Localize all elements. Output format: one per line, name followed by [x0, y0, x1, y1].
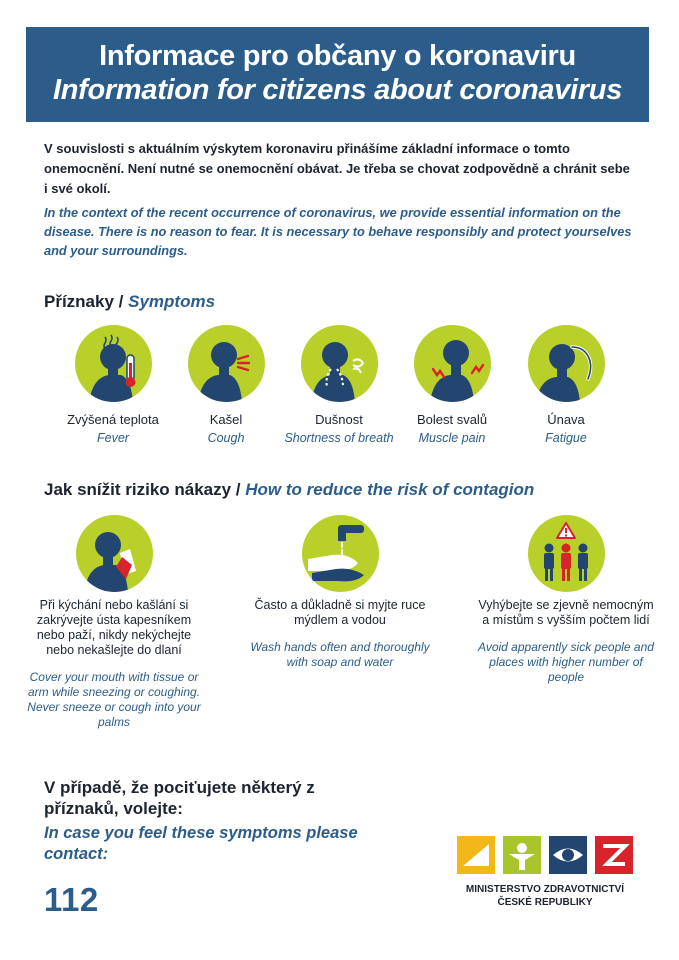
contact-block: [44, 777, 384, 919]
symptom-label-en: Shortness of breath: [284, 431, 394, 445]
symptoms-heading: [44, 292, 215, 312]
symptom-label-en: Cough: [207, 431, 245, 445]
fever-icon: [75, 325, 152, 402]
ministry-logo: [440, 836, 650, 909]
symptoms-heading-cz: Příznaky /: [44, 292, 124, 311]
tip-text-cz: Často a důkladně si myjte ruce mýdlem a vodou: [254, 598, 426, 627]
ministry-name-line2: ČESKÉ REPUBLIKY: [497, 897, 593, 908]
symptom-label-en: Fatigue: [545, 431, 587, 445]
logo-red-mark-icon: [595, 836, 633, 874]
intro-cz: V souvislosti s aktuálním výskytem koronaviru přinášíme základní informace o tomto onemocnění. Není nutné se onemocnění obávat. Je třeba se chovat zodpovědně a chránit sebe i své okolí.: [44, 141, 630, 196]
prevention-heading-en: How to reduce the risk of contagion: [245, 480, 535, 499]
logo-eye-mark-icon: [549, 836, 587, 874]
title-en: Information for citizens about coronavirus: [52, 74, 623, 106]
crowd-warning-icon: [528, 515, 605, 592]
tip-hand-wash: [250, 515, 430, 670]
header-banner: [26, 27, 649, 122]
logo-yellow-mark-icon: [457, 836, 495, 874]
prevention-heading-cz: Jak snížit riziko nákazy /: [44, 480, 241, 499]
tip-text-en: Cover your mouth with tissue or arm while sneezing or coughing. Never sneeze or cough into your palms: [27, 670, 201, 729]
logo-marks: [440, 836, 650, 874]
tip-text-cz: Vyhýbejte se zjevně nemocným a místům s vyšším počtem lidí: [478, 598, 654, 627]
symptom-label-cz: Únava: [547, 412, 585, 427]
symptom-label-cz: Bolest svalů: [416, 412, 488, 427]
symptom-label-en: Fever: [97, 431, 129, 445]
symptom-label-en: Muscle pain: [418, 431, 486, 445]
contact-text-cz: V případě, že pociťujete některý z příznaků, volejte:: [44, 778, 315, 818]
cough-icon: [188, 325, 265, 402]
tip-avoid-crowds: [476, 515, 656, 685]
logo-green-mark-icon: [503, 836, 541, 874]
symptom-label-cz: Kašel: [209, 412, 243, 427]
fatigue-icon: [528, 325, 605, 402]
tip-text-cz: Při kýchání nebo kašlání si zakrývejte ústa kapesníkem nebo paží, nikdy nekýchejte nebo nekašlejte do dlaní: [36, 598, 192, 657]
intro-en: In the context of the recent occurrence of coronavirus, we provide essential information on the disease. There is no reason to fear. It is necessary to behave responsibly and protect yourselves and your surroundings.: [44, 205, 632, 258]
symptom-muscle-pain: [396, 325, 508, 447]
hand-wash-icon: [302, 515, 379, 592]
emergency-number[interactable]: 112: [44, 881, 99, 918]
cover-mouth-icon: [76, 515, 153, 592]
prevention-heading: [44, 480, 534, 500]
contact-text-en: In case you feel these symptoms please contact:: [44, 824, 358, 863]
tip-text-en: Avoid apparently sick people and places with higher number of people: [478, 640, 654, 684]
symptom-label-cz: Dušnost: [315, 412, 363, 427]
symptom-fatigue: [510, 325, 622, 447]
tip-text-en: Wash hands often and thoroughly with soap and water: [250, 640, 430, 669]
ministry-name-line1: MINISTERSTVO ZDRAVOTNICTVÍ: [465, 884, 625, 895]
tip-cover-mouth: [24, 515, 204, 730]
symptom-cough: [170, 325, 282, 447]
muscle-pain-icon: [414, 325, 491, 402]
symptom-fever: [57, 325, 169, 447]
title-cz: Informace pro občany o koronaviru: [99, 40, 576, 72]
breath-icon: [301, 325, 378, 402]
symptom-breath: [283, 325, 395, 447]
symptoms-heading-en: Symptoms: [128, 292, 216, 311]
symptom-label-cz: Zvýšená teplota: [67, 412, 159, 427]
